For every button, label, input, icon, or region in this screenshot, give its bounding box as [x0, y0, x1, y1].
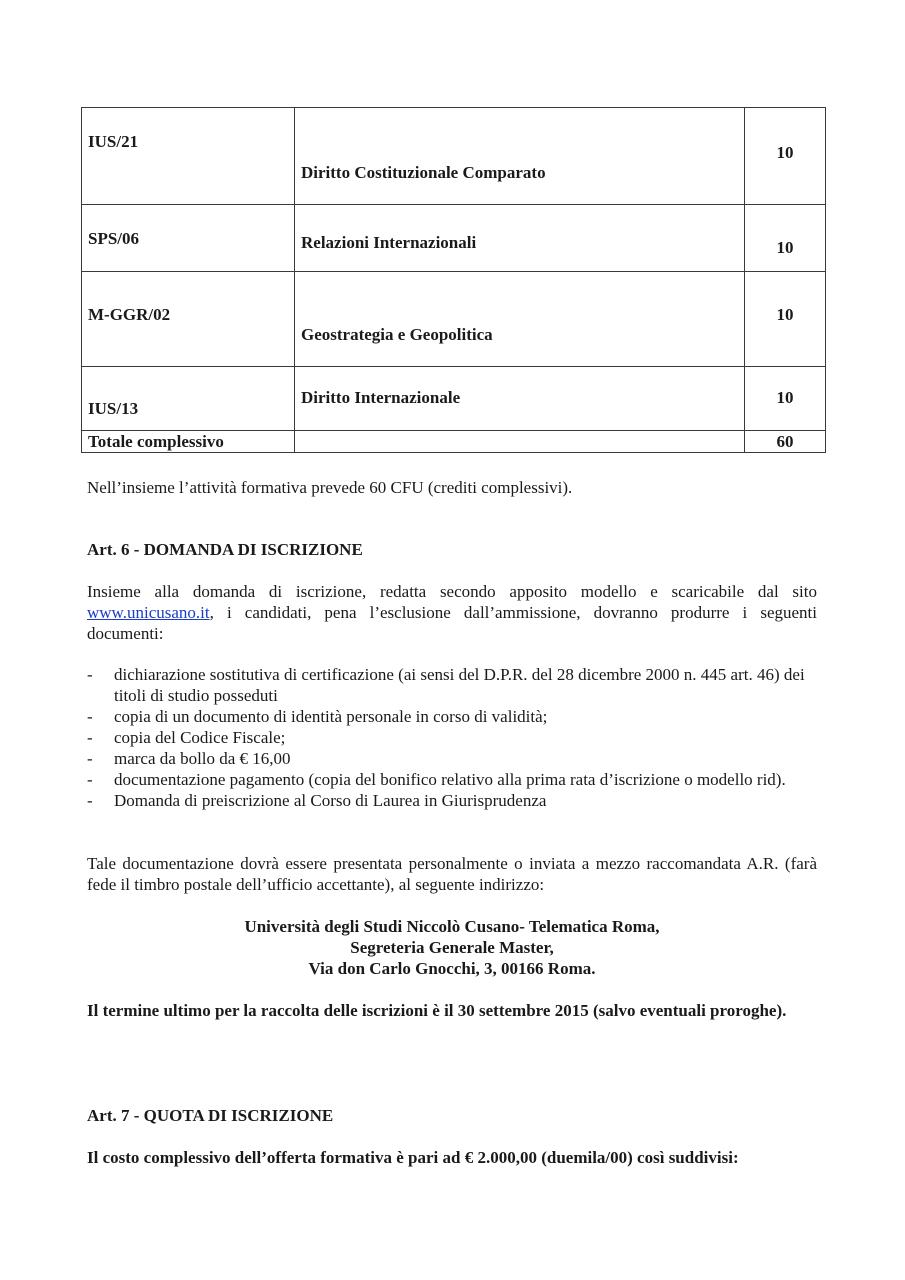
art6-heading: Art. 6 - DOMANDA DI ISCRIZIONE [87, 540, 363, 559]
total-label-cell [82, 431, 295, 453]
list-item-text: Domanda di preiscrizione al Corso di Laurea in Giurisprudenza [114, 791, 547, 810]
cfu-note: Nell’insieme l’attività formativa prevede 60 CFU (crediti complessivi). [87, 478, 573, 497]
list-item: - copia del Codice Fiscale; [87, 728, 286, 747]
list-item: - dichiarazione sostitutiva di certificazione (ai sensi del D.P.R. del 28 dicembre 2000 n. 445 art. 46) dei titoli di studio posseduti [87, 665, 805, 705]
credits-cell [745, 367, 826, 431]
credits-value: 10 [776, 238, 794, 257]
table-row [82, 108, 826, 205]
total-value: 60 [776, 432, 794, 451]
subject-cell [295, 367, 745, 431]
credits-value: 10 [776, 305, 794, 324]
art7-cost-text: Il costo complessivo dell’offerta formativa è pari ad € 2.000,00 (duemila/00) così suddivisi: [87, 1148, 739, 1167]
subject-cell [295, 272, 745, 367]
required-documents-list [87, 664, 817, 811]
list-item-text: copia di un documento di identità personale in corso di validità; [114, 707, 548, 726]
table-row [82, 367, 826, 431]
ssd-code: SPS/06 [88, 229, 140, 248]
art6-intro-rest: , i candidati, pena l’esclusione dall’ammissione, dovranno produrre i seguenti documenti: [87, 603, 817, 643]
list-item-text: marca da bollo da € 16,00 [114, 749, 291, 768]
list-item-text: dichiarazione sostitutiva di certificazione (ai sensi del D.P.R. del 28 dicembre 2000 n. 445 art. 46) dei titoli di studio posseduti [114, 665, 805, 705]
deadline-text: Il termine ultimo per la raccolta delle iscrizioni è il 30 settembre 2015 (salvo eventuali proroghe). [87, 1001, 787, 1020]
list-item: - marca da bollo da € 16,00 [87, 749, 291, 768]
list-item: - documentazione pagamento (copia del bonifico relativo alla prima rata d’iscrizione o modello rid). [87, 770, 786, 789]
art7-heading: Art. 7 - QUOTA DI ISCRIZIONE [87, 1106, 334, 1125]
total-label: Totale complessivo [88, 432, 224, 451]
ssd-code-cell [82, 205, 295, 272]
subject-name: Diritto Costituzionale Comparato [301, 163, 546, 182]
total-row [82, 431, 826, 453]
address-line: Segreteria Generale Master, [350, 938, 554, 957]
list-item: - Domanda di preiscrizione al Corso di Laurea in Giurisprudenza [87, 791, 547, 810]
table-row [82, 272, 826, 367]
ssd-code-cell [82, 108, 295, 205]
credits-table [81, 107, 826, 453]
ssd-code-cell [82, 272, 295, 367]
credits-cell [745, 108, 826, 205]
subject-cell [295, 108, 745, 205]
ssd-code: IUS/13 [88, 399, 139, 418]
ssd-code-cell [82, 367, 295, 431]
credits-cell [745, 205, 826, 272]
total-empty-cell [295, 431, 745, 453]
subject-name: Diritto Internazionale [301, 388, 461, 407]
table-row [82, 205, 826, 272]
total-value-cell [745, 431, 826, 453]
credits-value: 10 [776, 143, 794, 162]
art6-intro-line-2 [87, 602, 817, 644]
address-line: Università degli Studi Niccolò Cusano- Telematica Roma, [244, 917, 660, 936]
list-item-text: documentazione pagamento (copia del bonifico relativo alla prima rata d’iscrizione o modello rid). [114, 770, 786, 789]
address-line: Via don Carlo Gnocchi, 3, 00166 Roma. [308, 959, 596, 978]
ssd-code: IUS/21 [88, 132, 139, 151]
art6-intro [87, 581, 817, 644]
credits-value: 10 [776, 388, 794, 407]
subject-cell [295, 205, 745, 272]
subject-name: Relazioni Internazionali [301, 233, 477, 252]
credits-cell [745, 272, 826, 367]
address-block [87, 916, 817, 979]
submission-text: Tale documentazione dovrà essere presentata personalmente o inviata a mezzo raccomandata A.R. (farà fede il timbro postale dell’ufficio accettante), al seguente indirizzo: [87, 854, 817, 894]
list-item-text: copia del Codice Fiscale; [114, 728, 286, 747]
unicusano-link[interactable]: www.unicusano.it [87, 603, 210, 622]
list-item: - copia di un documento di identità personale in corso di validità; [87, 707, 548, 726]
ssd-code: M-GGR/02 [88, 305, 171, 324]
art6-intro-line-1: Insieme alla domanda di iscrizione, redatta secondo apposito modello e scaricabile dal sito [87, 582, 817, 601]
subject-name: Geostrategia e Geopolitica [301, 325, 493, 344]
